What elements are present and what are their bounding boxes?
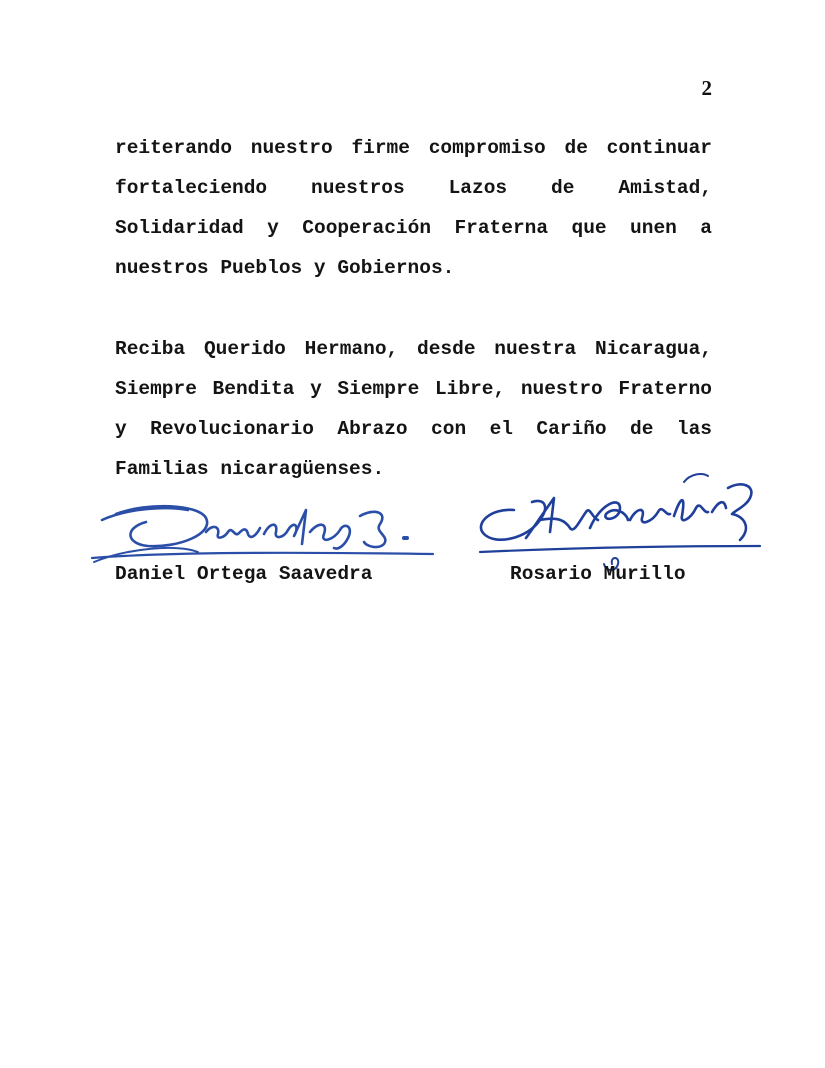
text-line: Solidaridad y Cooperación Fraterna que unen a [115,217,712,239]
text-line: Siempre Bendita y Siempre Libre, nuestro Fraterno [115,378,712,400]
page-number: 2 [701,76,712,100]
paragraph-closing-commitment [115,128,712,288]
signature-daniel-ortega [88,492,448,572]
text-line: fortaleciendo nuestros Lazos de Amistad, [115,177,712,199]
text-line: Reciba Querido Hermano, desde nuestra Nicaragua, [115,338,712,360]
signature-rosario-murillo [470,468,770,578]
paragraph-farewell [115,329,712,489]
text-line: Familias nicaragüenses. [115,458,385,480]
text-line: y Revolucionario Abrazo con el Cariño de las [115,418,712,440]
text-line: reiterando nuestro firme compromiso de continuar [115,137,712,159]
text-line: nuestros Pueblos y Gobiernos. [115,257,455,279]
signer-name: Rosario Murillo [510,563,686,585]
signer-name: Daniel Ortega Saavedra [115,563,373,585]
